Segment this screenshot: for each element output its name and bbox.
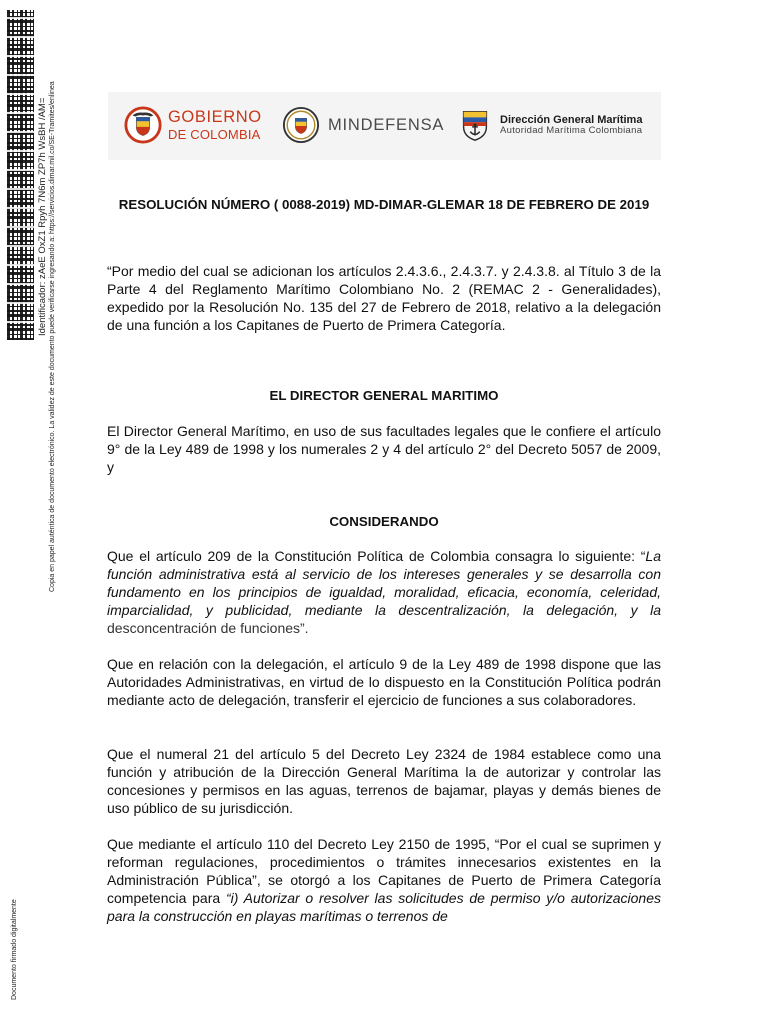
dimar-anchor-emblem-icon xyxy=(456,106,494,144)
director-heading: EL DIRECTOR GENERAL MARITIMO xyxy=(269,388,499,403)
copy-authenticity-notice: Copia en papel auténtica de documento electrónico. La validez de este documento puede verificarse ingresando a: https://servicios.dimar.mil.co/SE-Tramites/enlinea xyxy=(49,81,56,592)
considerando-paragraph-4 xyxy=(107,835,661,925)
director-paragraph: El Director General Marítimo, en uso de sus facultades legales que le confiere el artículo 9° de la Ley 489 de 1998 y los numerales 2 y 4 del artículo 2° del Decreto 5057 de 2009, y xyxy=(107,423,661,475)
p4-intro: Que mediante el artículo 110 del Decreto Ley 2150 de 1995, “Por el cual se suprimen y reforman regulaciones, procedimientos o trámites innecesarios existentes en la Administración Pública”, se otorgó a los Capitanes de Puerto de Primera Categoría competencia para xyxy=(107,836,661,906)
colombia-coat-of-arms-icon xyxy=(124,106,162,144)
considerando-paragraph-1 xyxy=(107,547,661,637)
p4-quote: “i) Autorizar o resolver las solicitudes de permiso y/o autorizaciones para la construcción en playas marítimas o terrenos de xyxy=(107,890,661,924)
mindefensa-label: MINDEFENSA xyxy=(328,115,445,134)
digital-signature-notice: Documento firmado digitalmente xyxy=(11,899,18,1000)
considerando-paragraph-3: Que el numeral 21 del artículo 5 del Decreto Ley 2324 de 1984 establece como una función y atribución de la Dirección General Marítima la de autorizar y controlar las concesiones y permisos en las aguas, terrenos de bajamar, playas y demás bienes de uso público de su jurisdicción. xyxy=(107,746,661,816)
gobierno-line1: GOBIERNO xyxy=(168,108,262,127)
p1-tail: desconcentración de funciones”. xyxy=(107,620,309,636)
gobierno-line2: DE COLOMBIA xyxy=(168,126,261,142)
resolution-summary: “Por medio del cual se adicionan los artículos 2.4.3.6., 2.4.3.7. y 2.4.3.8. al Título 3 de la Parte 4 del Reglamento Marítimo Colombiano No. 2 (REMAC 2 - Generalidades), expedido por la Resolución No. 135 del 27 de Febrero de 2018, relativo a la delegación de una función a los Capitanes de Puerto de Primera Categoría. xyxy=(107,263,661,333)
dimar-line1: Dirección General Marítima xyxy=(500,113,643,126)
resolution-title: RESOLUCIÓN NÚMERO ( 0088-2019) MD-DIMAR-GLEMAR 18 DE FEBRERO DE 2019 xyxy=(118,197,650,212)
p1-quote: La función administrativa está al servicio de los intereses generales y se desarrolla con fundamento en los principios de igualdad, moralidad, eficacia, economía, celeridad, imparcialidad, y publicidad, mediante la descentralización, la delegación, y la xyxy=(107,548,661,618)
considerando-paragraph-2: Que en relación con la delegación, el artículo 9 de la Ley 489 de 1998 dispone que las Autoridades Administrativas, en virtud de lo dispuesto en la Constitución Política podrán mediante acto de delegación, transferir el ejercicio de funciones a sus colaboradores. xyxy=(107,656,661,708)
mindefensa-logo xyxy=(282,106,444,144)
document-identifier: Identificador: zAeE OxZ1 Rpyh 7N6m ZP7h WsBH /AM= xyxy=(37,97,48,336)
gobierno-logo xyxy=(124,106,262,144)
considerando-heading: CONSIDERANDO xyxy=(329,514,439,529)
dimar-logo xyxy=(456,106,642,144)
dimar-line2: Autoridad Marítima Colombiana xyxy=(500,124,643,136)
mindefensa-seal-icon xyxy=(282,106,320,144)
p1-intro: Que el artículo 209 de la Constitución Política de Colombia consagra lo siguiente: “ xyxy=(107,548,646,564)
barcode xyxy=(7,10,34,340)
header-logos xyxy=(108,92,661,160)
